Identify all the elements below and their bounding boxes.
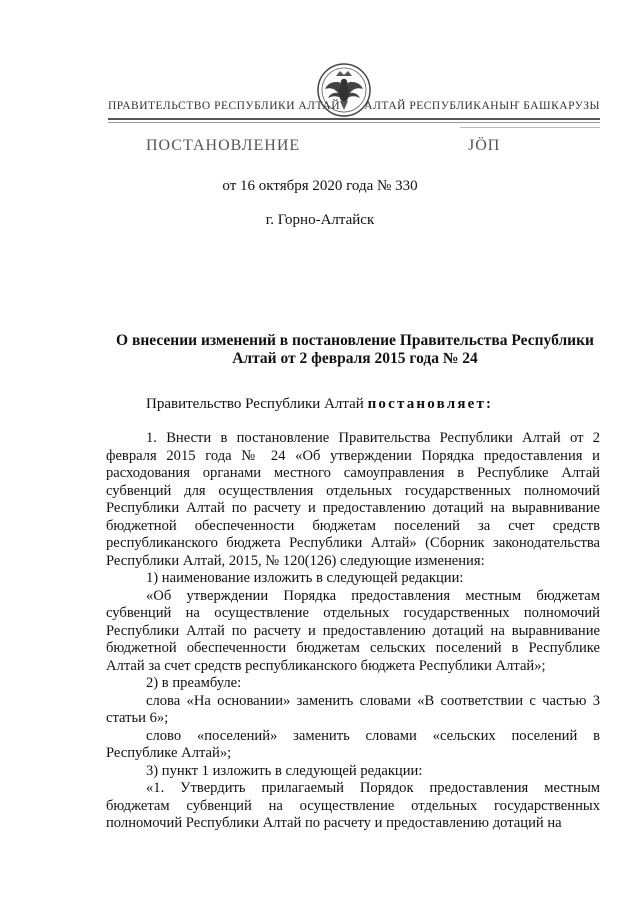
paragraph-subitem-3: 3) пункт 1 изложить в следующей редакции: [146,762,423,779]
paragraph-quote-title: «Об утверждении Порядка предоставления местным бюджетам субвенций на осуществление отдельных государственных полномочий Республики Алтай по расчету и предоставлению дотаций на выравнивание бюджетной обеспеченности бюджетам сельских поселений в Республике Алтай за счет средств республиканского бюджета Республики Алтай»; [106,587,600,674]
header-divider-thin [108,122,600,123]
doc-type-altai: ЈӦП [468,137,501,154]
title-line-1: О внесении изменений в постановление Правительства Республики [116,332,594,349]
resolution-statement [146,396,493,413]
document-city: г. Горно-Алтайск [265,212,375,228]
document-date-number: от 16 октября 2020 года № 330 [222,178,418,194]
paragraph-item-1: 1. Внести в постановление Правительства Республики Алтай от 2 февраля 2015 года № 24 «Об утверждении Порядка предоставления и расходования органами местного самоуправления в Республике Алтай субвенций для осуществления отдельных государственных полномочий Республики Алтай по расчету и предоставлению дотаций на выравнивание бюджетной обеспеченности бюджетам поселений за счет средств республиканского бюджета Республики Алтай» (Сборник законодательства Республики Алтай, 2015, № 120(126) следующие изменения: [106,430,600,569]
header-divider-thick [108,118,600,120]
resolution-word: постановляет: [367,396,494,412]
org-name-russian: ПРАВИТЕЛЬСТВО РЕСПУБЛИКИ АЛТАЙ [108,100,341,112]
document-title [110,332,600,368]
header-org-row [108,100,600,116]
resolution-prefix: Правительство Республики Алтай [146,396,368,412]
title-line-2: Алтай от 2 февраля 2015 года № 24 [232,350,478,367]
paragraph-subitem-1: 1) наименование изложить в следующей редакции: [146,570,464,586]
paragraph-subitem-2: 2) в преамбуле: [146,675,242,691]
doc-type-russian: ПОСТАНОВЛЕНИЕ [146,137,301,154]
paragraph-words-replace-2: слово «поселений» заменить словами «сельских поселений в Республике Алтай»; [106,727,600,761]
header-divider-short [460,127,600,128]
document-body [106,430,600,833]
org-name-altai: АЛТАЙ РЕСПУБЛИКАНЫҤ БАШКАРУЗЫ [364,100,600,112]
paragraph-words-replace-1: слова «На основании» заменить словами «В соответствии с частью 3 статьи 6»; [106,692,600,726]
paragraph-quote-item-1: «1. Утвердить прилагаемый Порядок предоставления местным бюджетам субвенций на осуществление отдельных государственных полномочий Республики Алтай по расчету и предоставлению дотаций на [106,780,600,831]
